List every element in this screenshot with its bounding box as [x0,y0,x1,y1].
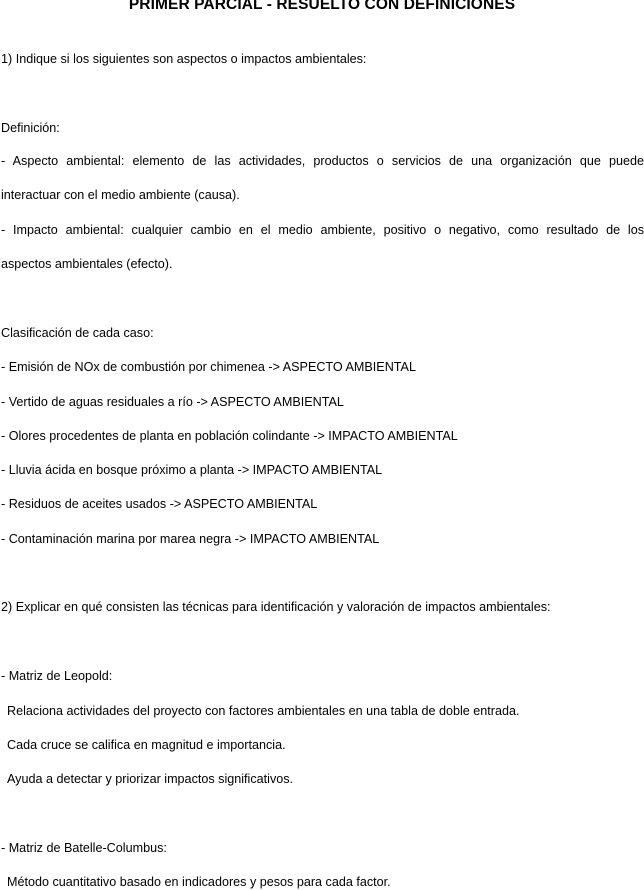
document-title: PRIMER PARCIAL - RESUELTO CON DEFINICIONES [128,0,516,13]
classification-item: - Contaminación marina por marea negra -> IMPACTO AMBIENTAL [1,532,380,546]
definition-aspecto-line-1: - Aspecto ambiental: elemento de las actividades, productos o servicios de una organización que puede [1,154,644,168]
leopold-line: Ayuda a detectar y priorizar impactos significativos. [7,772,294,786]
question-2: 2) Explicar en qué consisten las técnicas para identificación y valoración de impactos ambientales: [1,600,551,614]
classification-heading: Clasificación de cada caso: [1,326,154,340]
definition-impacto-line-2: aspectos ambientales (efecto). [1,257,173,271]
classification-item: - Lluvia ácida en bosque próximo a planta -> IMPACTO AMBIENTAL [1,463,383,477]
leopold-line: Relaciona actividades del proyecto con factores ambientales en una tabla de doble entrada. [7,704,520,718]
leopold-line: Cada cruce se califica en magnitud e importancia. [7,738,286,752]
definition-heading: Definición: [1,121,60,135]
batelle-heading: - Matriz de Batelle-Columbus: [1,841,167,855]
classification-item: - Olores procedentes de planta en población colindante -> IMPACTO AMBIENTAL [1,429,458,443]
classification-item: - Residuos de aceites usados -> ASPECTO AMBIENTAL [1,497,318,511]
definition-impacto-line-1: - Impacto ambiental: cualquier cambio en el medio ambiente, positivo o negativo, como resultado de los [1,223,644,237]
classification-item: - Vertido de aguas residuales a río -> ASPECTO AMBIENTAL [1,395,344,409]
classification-item: - Emisión de NOx de combustión por chimenea -> ASPECTO AMBIENTAL [1,360,416,374]
batelle-line: Método cuantitativo basado en indicadores y pesos para cada factor. [7,875,391,889]
question-1: 1) Indique si los siguientes son aspectos o impactos ambientales: [1,52,367,66]
leopold-heading: - Matriz de Leopold: [1,669,113,683]
definition-aspecto-line-2: interactuar con el medio ambiente (causa). [1,188,240,202]
